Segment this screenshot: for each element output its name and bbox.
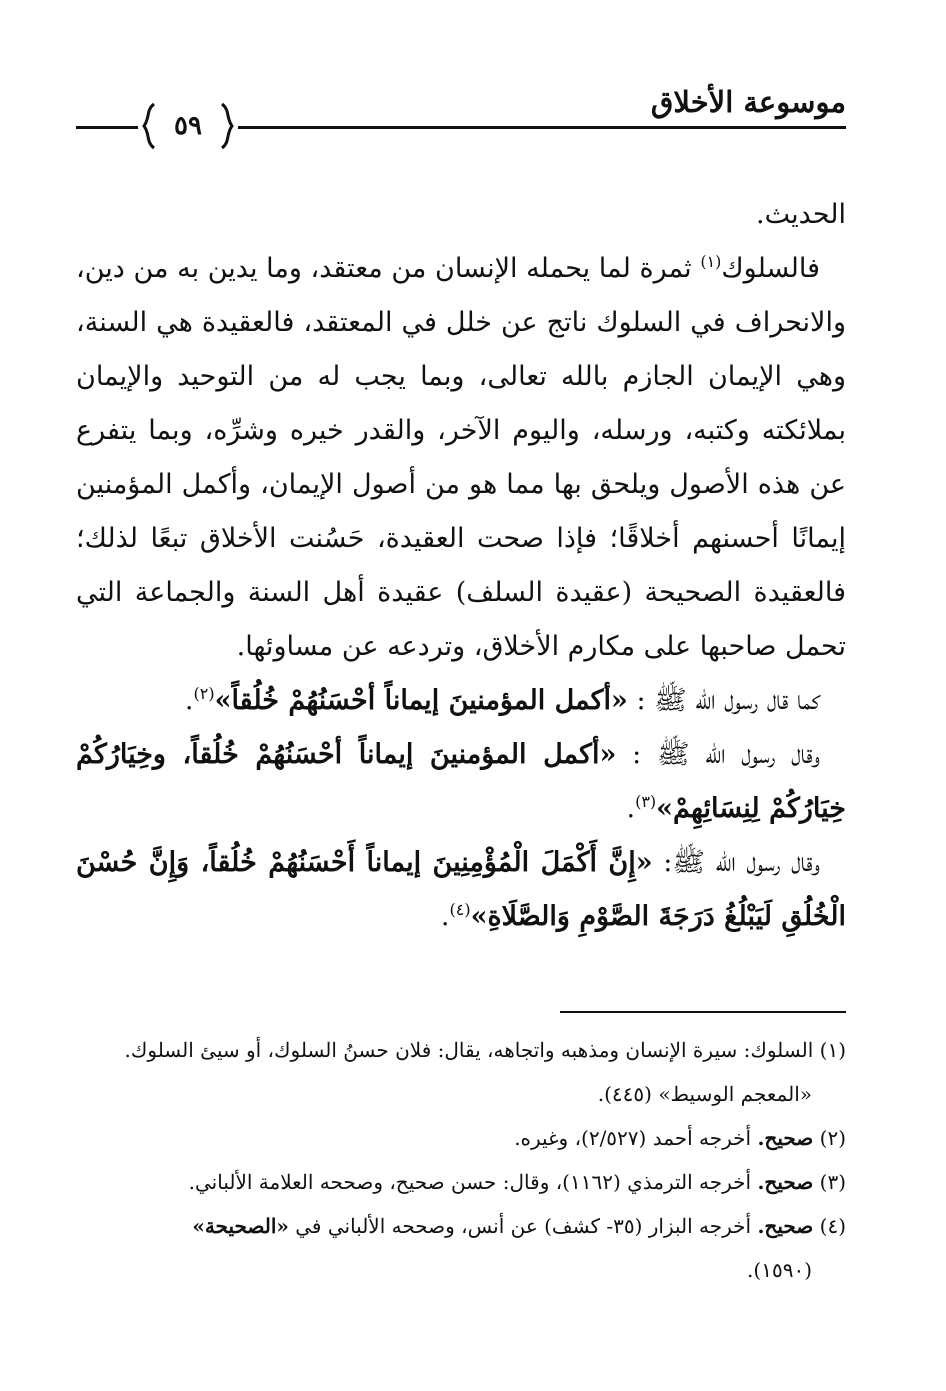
hadith-3-intro: وقال رسول الله ﷺ: <box>652 847 821 878</box>
footnote-ref-1: (١) <box>700 252 722 271</box>
footnote-2 <box>76 1116 846 1160</box>
header-left-rule <box>76 126 138 129</box>
footnote-3-grade: صحيح. <box>757 1170 814 1194</box>
footnote-4-text: أخرجه البزار (٣٥- كشف) عن أنس، وصححه الألباني في <box>288 1214 758 1238</box>
paragraph-lead: فالسلوك <box>721 253 820 284</box>
hadith-1-intro: كما قال رسول الله ﷺ : <box>627 685 820 716</box>
running-header-title: موسوعة الأخلاق <box>650 85 846 119</box>
hadith-2-intro: وقال رسول الله ﷺ : <box>616 739 821 770</box>
footnote-2-text: أخرجه أحمد (٢/٥٢٧)، وغيره. <box>514 1126 758 1150</box>
body-line-opening: الحديث. <box>756 199 846 230</box>
footnote-4-book: «الصحيحة» <box>192 1214 289 1238</box>
footnote-3-number: (٣) <box>813 1170 846 1194</box>
footnote-2-number: (٢) <box>813 1126 846 1150</box>
hadith-1-text: «أكمل المؤمنينَ إيماناً أحْسَنُهُمْ خُلُقاً» <box>214 685 628 716</box>
footnote-1-continued: «المعجم الوسيط» (٤٤٥). <box>597 1082 812 1106</box>
footnote-ref-4: (٤) <box>449 900 471 919</box>
page-number: ٥٩ <box>174 111 202 141</box>
hadith-paragraph-2 <box>76 728 846 836</box>
footnote-2-grade: صحيح. <box>757 1126 814 1150</box>
hadith-2-text: «أكمل المؤمنينَ إيماناً أحْسَنُهُمْ خُلُقاً، وخِيَارُكُمْ خِيَارُكُمْ لِنِسَائِهِمْ» <box>76 739 846 824</box>
hadith-paragraph-1 <box>76 674 846 728</box>
hadith-1-end: . <box>184 685 194 716</box>
footnote-ref-2: (٢) <box>193 684 215 703</box>
hadith-3-text: «إِنَّ أَكْمَلَ الْمُؤْمِنِينَ إيماناً أَحْسَنُهُمْ خُلُقاً، وَإِنَّ حُسْنَ الْخُلُقِ لَيَبْلُغُ دَرَجَةَ الصَّوْمِ وَالصَّلَاةِ» <box>76 847 846 932</box>
paragraph-text: ثمرة لما يحمله الإنسان من معتقد، وما يدين به من دين، والانحراف في السلوك ناتج عن خلل في المعتقد، فالعقيدة هي السنة، وهي الإيمان الجازم بالله تعالى، وبما يجب له من التوحيد والإيمان بملائكته وكتبه، ورسله، واليوم الآخر، والقدر خيره وشرِّه، وبما يتفرع عن هذه الأصول ويلحق بها مما هو من أصول الإيمان، وأكمل المؤمنين إيمانًا أحسنهم أخلاقًا؛ فإذا صحت العقيدة، حَسُنت الأخلاق تبعًا لذلك؛ فالعقيدة الصحيحة (عقيدة السلف) عقيدة أهل السنة والجماعة التي تحمل صاحبها على مكارم الأخلاق، وتردعه عن مساوئها. <box>76 253 846 662</box>
footnote-3-text: أخرجه الترمذي (١١٦٢)، وقال: حسن صحيح، وصححه العلامة الألباني. <box>188 1170 758 1194</box>
footnote-4-number: (٤) <box>813 1214 846 1238</box>
hadith-3-end: . <box>440 901 450 932</box>
header-rule <box>238 126 846 129</box>
footnote-ref-3: (٣) <box>635 792 657 811</box>
footnote-4-continued: (١٥٩٠). <box>747 1258 812 1282</box>
hadith-2-end: . <box>626 793 636 824</box>
paragraph-behaviour <box>76 242 846 674</box>
footnotes <box>76 1028 846 1292</box>
page-body <box>76 188 846 944</box>
footnote-4-grade: صحيح. <box>757 1214 814 1238</box>
footnote-4 <box>76 1204 846 1248</box>
page-number-ornament <box>140 100 236 152</box>
footnote-3 <box>76 1160 846 1204</box>
hadith-paragraph-3 <box>76 836 846 944</box>
footnote-1: (١) السلوك: سيرة الإنسان ومذهبه واتجاهه، يقال: فلان حسنُ السلوك، أو سيئ السلوك. <box>124 1038 846 1062</box>
footnote-separator <box>560 1011 846 1013</box>
